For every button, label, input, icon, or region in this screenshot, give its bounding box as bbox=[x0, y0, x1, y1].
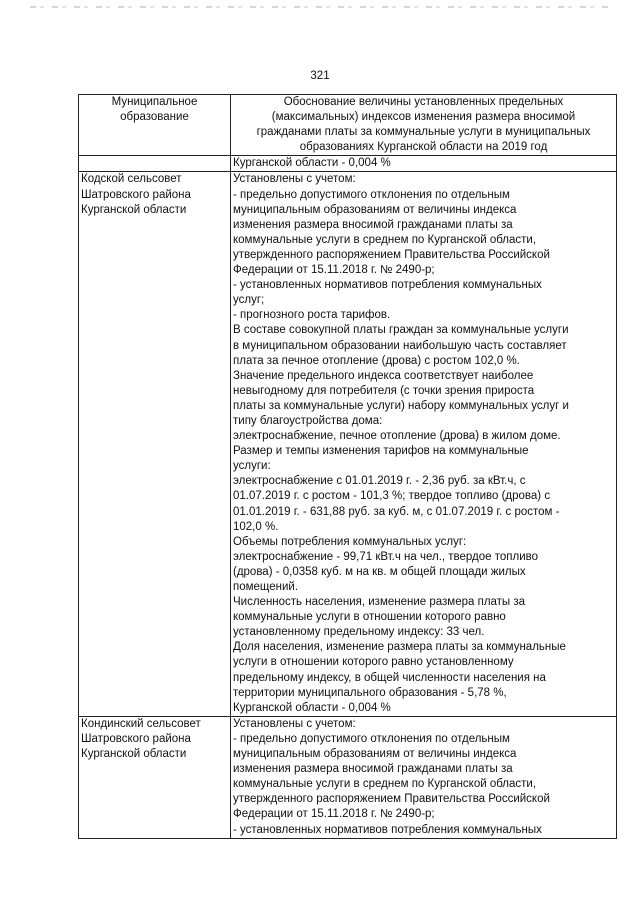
text-line: Установлены с учетом: bbox=[233, 173, 356, 186]
text-line: Установлены с учетом: bbox=[233, 717, 356, 730]
municipality-cell bbox=[79, 716, 231, 838]
text-line: 01.07.2019 г. с ростом - 101,3 %; твердое топливо (дрова) с bbox=[233, 490, 551, 503]
table-row-kondinsky bbox=[79, 716, 617, 838]
municipality-name-line: Кондинский сельсовет bbox=[81, 717, 201, 730]
tariff-index-table bbox=[78, 94, 617, 839]
text-line: 102,0 %. bbox=[233, 520, 279, 533]
text-line: - установленных нормативов потребления коммунальных bbox=[233, 823, 542, 836]
text-line: Размер и темпы изменения тарифов на коммунальные bbox=[233, 445, 529, 458]
text-line: изменения размера вносимой гражданами платы за bbox=[233, 218, 513, 231]
text-line: муниципальным образованиям от величины индекса bbox=[233, 203, 517, 216]
text-line: предельному индексу, в общей численности населения на bbox=[233, 671, 546, 684]
table-row-kodskoy bbox=[79, 172, 617, 716]
table-header-row bbox=[79, 95, 617, 156]
text-line: (дрова) - 0,0358 куб. м на кв. м общей площади жилых bbox=[233, 565, 526, 578]
text-line: 01.01.2019 г. - 631,88 руб. за куб. м, с 01.07.2019 г. с ростом - bbox=[233, 505, 560, 518]
continuation-municipality-cell bbox=[79, 156, 231, 172]
header-municipality bbox=[79, 95, 231, 156]
header-justification-line: образованиях Курганской области на 2019 год bbox=[299, 141, 548, 154]
text-line: - предельно допустимого отклонения по отдельным bbox=[233, 732, 510, 745]
municipality-name-line: Шатровского района bbox=[81, 188, 191, 201]
municipality-name-line: Кодской сельсовет bbox=[81, 173, 182, 186]
text-line: изменения размера вносимой гражданами платы за bbox=[233, 763, 513, 776]
text-line: В составе совокупной платы граждан за коммунальные услуги bbox=[233, 324, 569, 337]
scan-edge-artifact bbox=[30, 6, 610, 8]
header-justification-line: (максимальных) индексов изменения размера вносимой bbox=[271, 111, 576, 124]
text-line: территории муниципального образования - 5,78 %, bbox=[233, 686, 507, 699]
continuation-text-cell bbox=[231, 156, 617, 172]
text-line: типу благоустройства дома: bbox=[233, 414, 383, 427]
municipality-name-line: Курганской области bbox=[81, 203, 187, 216]
text-line: Курганской области - 0,004 % bbox=[233, 157, 391, 170]
text-line: услуги в отношении которого равно установленному bbox=[233, 656, 514, 669]
text-line: утвержденного распоряжением Правительства Российской bbox=[233, 248, 550, 261]
text-line: коммунальные услуги в отношении которого равно bbox=[233, 611, 506, 624]
text-line: Значение предельного индекса соответствует наиболее bbox=[233, 369, 534, 382]
text-line: Федерации от 15.11.2018 г. № 2490-р; bbox=[233, 264, 435, 277]
text-line: - установленных нормативов потребления коммунальных bbox=[233, 279, 542, 292]
text-line: Доля населения, изменение размера платы за коммунальные bbox=[233, 641, 566, 654]
text-line: установленному предельному индексу: 33 чел. bbox=[233, 626, 485, 639]
continuation-row bbox=[79, 156, 617, 172]
text-line: Курганской области - 0,004 % bbox=[233, 701, 391, 714]
text-line: платы за коммунальные услуги) набору коммунальных услуг и bbox=[233, 399, 569, 412]
municipality-name-line: Шатровского района bbox=[81, 732, 191, 745]
municipality-name-line: Курганской области bbox=[81, 748, 187, 761]
text-line: муниципальным образованиям от величины индекса bbox=[233, 748, 517, 761]
text-line: плата за печное отопление (дрова) с ростом 102,0 %. bbox=[233, 354, 520, 367]
text-line: Численность населения, изменение размера платы за bbox=[233, 596, 526, 609]
header-justification-line: гражданами платы за коммунальные услуги в муниципальных bbox=[256, 126, 591, 139]
justification-cell bbox=[231, 172, 617, 716]
header-municipality-line: образование bbox=[120, 111, 189, 124]
page-number: 321 bbox=[310, 70, 330, 82]
header-municipality-line: Муниципальное bbox=[111, 96, 198, 108]
header-justification-line: Обоснование величины установленных предельных bbox=[283, 96, 564, 108]
text-line: утвержденного распоряжением Правительства Российской bbox=[233, 793, 550, 806]
text-line: - предельно допустимого отклонения по отдельным bbox=[233, 188, 510, 201]
text-line: услуг; bbox=[233, 294, 265, 307]
municipality-cell bbox=[79, 172, 231, 716]
text-line: в муниципальном образовании наибольшую часть составляет bbox=[233, 339, 567, 352]
text-line: помещений. bbox=[233, 581, 299, 593]
text-line: невыгодному для потребителя (с точки зрения прироста bbox=[233, 384, 535, 397]
text-line: электроснабжение с 01.01.2019 г. - 2,36 руб. за кВт.ч, с bbox=[233, 475, 526, 488]
text-line: электроснабжение - 99,71 кВт.ч на чел., твердое топливо bbox=[233, 550, 539, 563]
text-line: электроснабжение, печное отопление (дрова) в жилом доме. bbox=[233, 430, 561, 443]
text-line: - прогнозного роста тарифов. bbox=[233, 309, 391, 322]
header-justification bbox=[231, 95, 617, 156]
text-line: коммунальные услуги в среднем по Курганской области, bbox=[233, 233, 537, 246]
text-line: коммунальные услуги в среднем по Курганской области, bbox=[233, 778, 537, 791]
text-line: Федерации от 15.11.2018 г. № 2490-р; bbox=[233, 808, 435, 821]
text-line: Объемы потребления коммунальных услуг: bbox=[233, 535, 467, 548]
justification-cell bbox=[231, 716, 617, 838]
text-line: услуги: bbox=[233, 460, 271, 473]
